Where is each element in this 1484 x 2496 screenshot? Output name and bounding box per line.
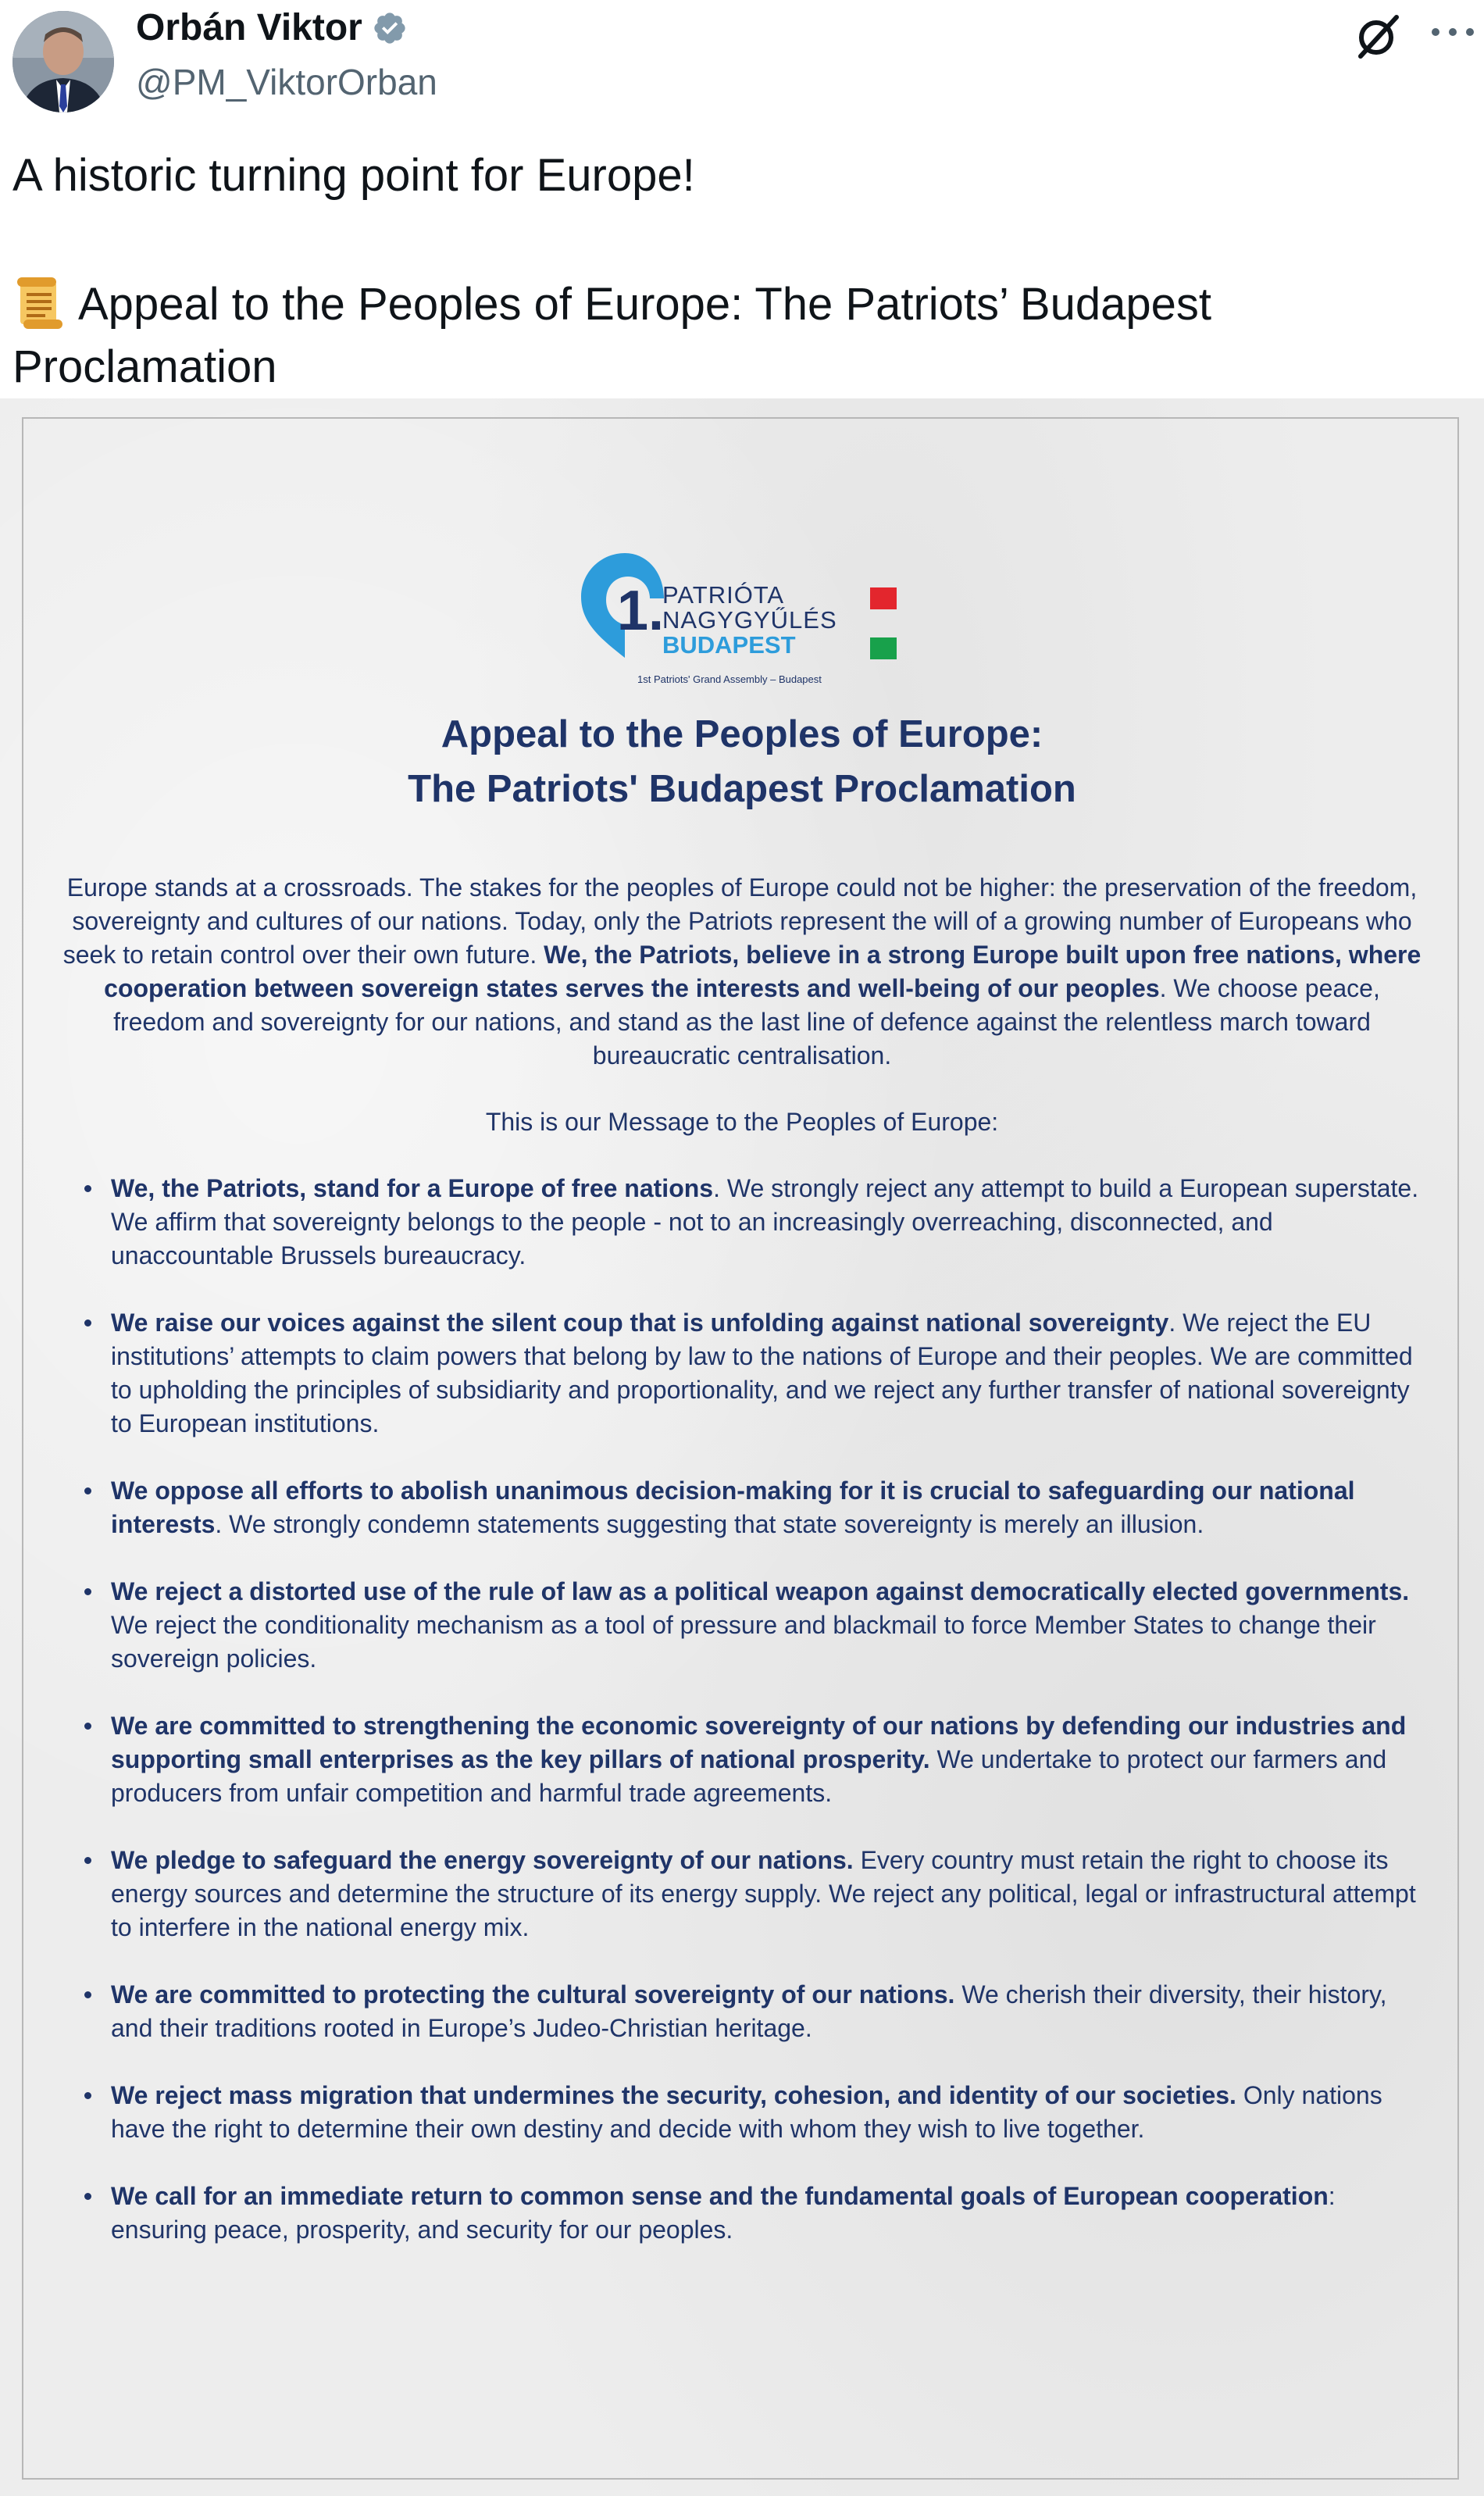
point-text: We reject the conditionality mechanism as a tool of pressure and blackmail to force Member States to change their sovereign policies.	[111, 1611, 1376, 1673]
list-item	[111, 1172, 1423, 1273]
list-item	[111, 1306, 1423, 1441]
logo-line2: NAGYGYŰLÉS	[662, 606, 837, 634]
point-bold: We pledge to safeguard the energy sovereignty of our nations.	[111, 1846, 854, 1874]
bullet-icon	[84, 2092, 91, 2099]
bullet-icon	[84, 1185, 91, 1192]
point-bold: We reject mass migration that undermines the security, cohesion, and identity of our societies.	[111, 2081, 1236, 2109]
point-text: . We reject the EU institutions’ attempts to claim powers that belong by law to the nations of Europe and their peoples. We are committed to upholding the principles of subsidiarity and proportionality, and we reject any further transfer of national sovereignty to European institutions.	[111, 1309, 1413, 1437]
author-name[interactable]: Orbán Viktor	[136, 7, 362, 48]
attached-image[interactable]	[0, 398, 1484, 2496]
bullet-icon	[84, 1487, 91, 1494]
point-bold: We reject a distorted use of the rule of law as a political weapon against democratically elected governments.	[111, 1577, 1410, 1605]
more-icon[interactable]	[1429, 23, 1476, 41]
list-item	[111, 2079, 1423, 2146]
avatar-portrait	[12, 11, 114, 112]
grok-icon[interactable]	[1353, 11, 1403, 61]
intro-bold: We, the Patriots, believe in a strong Europe built upon free nations, where cooperation between sovereign states serves the interests and well-being of our peoples	[104, 941, 1422, 1002]
proclamation-points	[111, 1172, 1423, 2280]
tweet-text-line2	[12, 273, 1340, 398]
point-bold: We raise our voices against the silent coup that is unfolding against national sovereignty	[111, 1309, 1169, 1337]
logo-line3: BUDAPEST	[662, 631, 796, 659]
point-text: Every country must retain the right to choose its energy sources and determine the structure of its energy supply. We reject any political, legal or infrastructural attempt to interfere in the national energy mix.	[111, 1846, 1416, 1941]
document-title-line1: Appeal to the Peoples of Europe:	[441, 713, 1043, 755]
point-bold: We are committed to protecting the cultural sovereignty of our nations.	[111, 1980, 955, 2009]
list-item	[111, 1575, 1423, 1676]
point-text: . We strongly condemn statements suggesting that state sovereignty is merely an illusion.	[215, 1510, 1204, 1538]
tweet-actions-top	[1250, 0, 1484, 78]
point-bold: We call for an immediate return to common sense and the fundamental goals of European cooperation	[111, 2182, 1329, 2210]
message-heading: This is our Message to the Peoples of Europe:	[485, 1108, 999, 1136]
tweet-text-line1: A historic turning point for Europe!	[12, 150, 695, 201]
point-text: : ensuring peace, prosperity, and security for our peoples.	[111, 2182, 1336, 2244]
point-text: We cherish their diversity, their history, and their traditions rooted in Europe’s Judeo-Christian heritage.	[111, 1980, 1387, 2042]
tweet-proclamation-text: Appeal to the Peoples of Europe: The Patriots’ Budapest Proclamation	[12, 279, 1211, 392]
author-row	[136, 6, 408, 49]
logo-line1: PATRIÓTA	[662, 581, 785, 609]
event-logo	[570, 537, 914, 694]
avatar[interactable]	[12, 11, 114, 112]
list-item	[111, 1474, 1423, 1541]
verified-badge-icon	[372, 10, 408, 46]
scroll-emoji-icon	[12, 274, 67, 330]
flag-red	[870, 587, 897, 609]
point-text: We undertake to protect our farmers and producers from unfair competition and harmful trade agreements.	[111, 1745, 1387, 1807]
document-title-line2: The Patriots' Budapest Proclamation	[408, 768, 1076, 810]
bullet-icon	[84, 1588, 91, 1595]
logo-numeral: 1.	[617, 580, 665, 642]
point-bold: We oppose all efforts to abolish unanimous decision-making for it is crucial to safeguarding our national interests	[111, 1477, 1355, 1538]
bullet-icon	[84, 1857, 91, 1864]
intro-tail: . We choose peace, freedom and sovereignty for our nations, and stand as the last line of defence against the relentless march toward bureaucratic centralisation.	[113, 974, 1380, 1069]
intro-paragraph	[62, 871, 1422, 1073]
bullet-icon	[84, 1319, 91, 1327]
bullet-icon	[84, 2193, 91, 2200]
author-handle[interactable]: @PM_ViktorOrban	[136, 62, 437, 102]
intro-text: Europe stands at a crossroads. The stakes for the peoples of Europe could not be higher: the preservation of the freedom, sovereignty and cultures of our nations. Today, only the Patriots represent the will of a growing number of Europeans who seek to retain control over their own future.	[62, 873, 1418, 969]
list-item	[111, 1844, 1423, 1944]
point-text: Only nations have the right to determine their own destiny and decide with whom they wish to live together.	[111, 2081, 1382, 2143]
bullet-icon	[84, 1723, 91, 1730]
list-item	[111, 1709, 1423, 1810]
point-bold: We are committed to strengthening the economic sovereignty of our nations by defending our industries and supporting small enterprises as the key pillars of national prosperity.	[111, 1712, 1407, 1773]
flag-green	[870, 637, 897, 659]
bullet-icon	[84, 1991, 91, 1998]
logo-subtitle: 1st Patriots' Grand Assembly – Budapest	[637, 673, 822, 685]
point-bold: We, the Patriots, stand for a Europe of free nations	[111, 1174, 714, 1202]
document-title	[0, 707, 1484, 816]
point-text: . We strongly reject any attempt to build a European superstate. We affirm that sovereignty belongs to the people - not to an increasingly overreaching, disconnected, and unaccountable Brussels bureaucracy.	[111, 1174, 1419, 1269]
list-item	[111, 2180, 1423, 2247]
list-item	[111, 1978, 1423, 2045]
